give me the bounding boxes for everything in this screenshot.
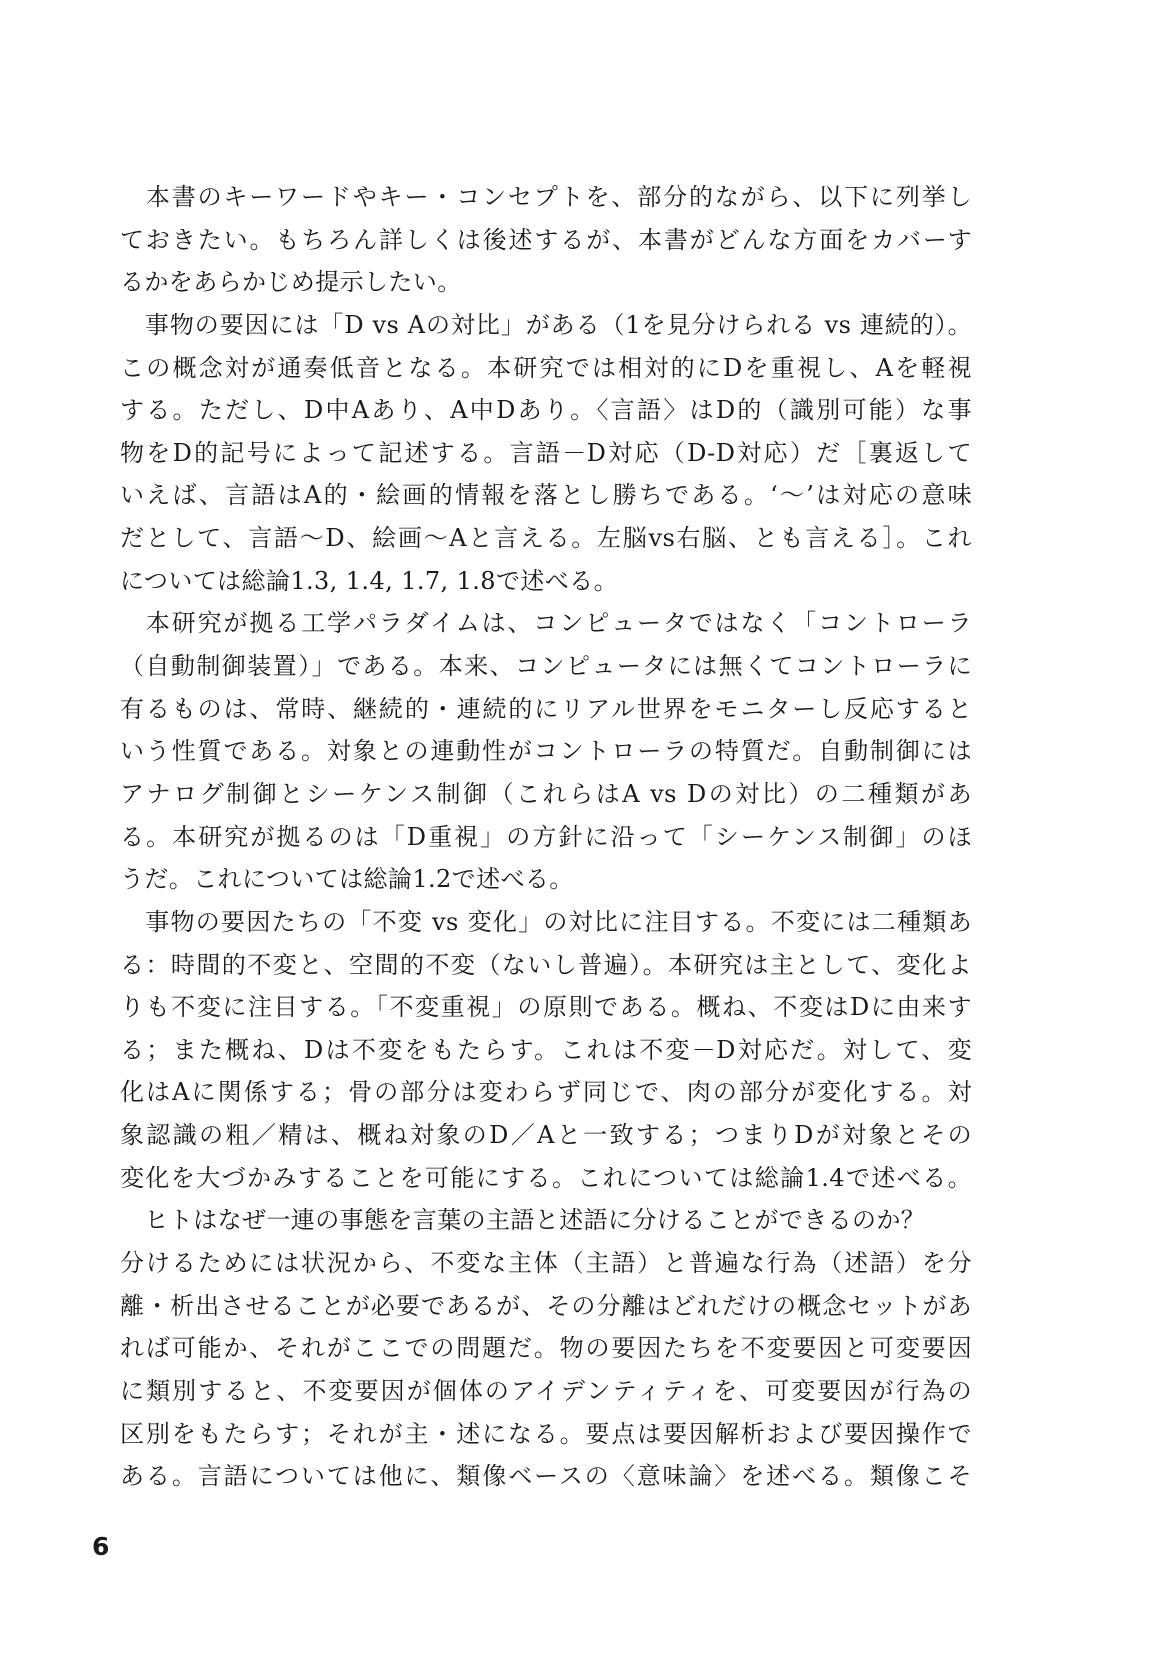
text-line: ておきたい。もちろん詳しくは後述するが、本書がどんな方面をカバーす — [120, 225, 972, 254]
paragraph-2 — [120, 304, 972, 602]
text-line: れば可能か、それがここでの問題だ。物の要因たちを不変要因と可変要因 — [120, 1334, 972, 1363]
paragraph-5 — [120, 1199, 972, 1497]
text-line: る：時間的不変と、空間的不変（ないし普遍）。本研究は主として、変化よ — [120, 950, 972, 979]
text-line: 有るものは、常時、継続的・連続的にリアル世界をモニターし反応すると — [120, 694, 972, 723]
text-line: 本書のキーワードやキー・コンセプトを、部分的ながら、以下に列挙し — [120, 183, 972, 211]
text-line: については総論1.3, 1.4, 1.7, 1.8で述べる。 — [120, 566, 618, 595]
text-line: だとして、言語～D、絵画～Aと言える。左脳vs右脳、とも言える］。これ — [120, 524, 972, 553]
text-line: 区別をもたらす；それが主・述になる。要点は要因解析および要因操作で — [120, 1419, 972, 1448]
page-body — [120, 176, 972, 1498]
text-line: する。ただし、D中Aあり、A中Dあり。〈言語〉はD的（識別可能）な事 — [120, 396, 972, 425]
text-line: 象認識の粗／精は、概ね対象のD／Aと一致する；つまりDが対象とその — [120, 1121, 972, 1150]
text-line: 事物の要因には「D vs Aの対比」がある（1を見分けられる vs 連続的）。 — [120, 310, 972, 339]
text-line: 分けるためには状況から、不変な主体（主語）と普遍な行為（述語）を分 — [120, 1249, 972, 1278]
text-line: （自動制御装置）」である。本来、コンピュータには無くてコントローラに — [120, 652, 972, 681]
text-line: に類別すると、不変要因が個体のアイデンティティを、可変要因が行為の — [120, 1376, 972, 1405]
page-number: 6 — [92, 1532, 110, 1561]
text-line: いえば、言語はA的・絵画的情報を落とし勝ちである。‘～’は対応の意味 — [120, 481, 972, 510]
text-line: 離・析出させることが必要であるが、その分離はどれだけの概念セットがあ — [120, 1291, 972, 1320]
text-line: アナログ制御とシーケンス制御（これらはA vs Dの対比）の二種類があ — [120, 779, 972, 808]
text-line: 物をD的記号によって記述する。言語－D対応（D-D対応）だ［裏返して — [120, 438, 972, 467]
text-line: うだ。これについては総論1.2で述べる。 — [120, 865, 574, 894]
text-line: る；また概ね、Dは不変をもたらす。これは不変－D対応だ。対して、変 — [120, 1035, 972, 1064]
paragraph-4 — [120, 901, 972, 1199]
text-line: この概念対が通奏低音となる。本研究では相対的にDを重視し、Aを軽視 — [120, 353, 972, 382]
text-line: ある。言語については他に、類像ベースの〈意味論〉を述べる。類像こそ — [120, 1462, 972, 1491]
paragraph-3 — [120, 602, 972, 900]
text-line: 事物の要因たちの「不変 vs 変化」の対比に注目する。不変には二種類あ — [120, 907, 972, 936]
text-line: 変化を大づかみすることを可能にする。これについては総論1.4で述べる。 — [120, 1163, 972, 1192]
text-line: る。本研究が拠るのは「D重視」の方針に沿って「シーケンス制御」のほ — [120, 822, 972, 851]
text-line: 本研究が拠る工学パラダイムは、コンピュータではなく「コントローラ — [120, 609, 972, 638]
text-line: ヒトはなぜ一連の事態を言葉の主語と述語に分けることができるのか？ — [120, 1206, 926, 1235]
text-line: いう性質である。対象との連動性がコントローラの特質だ。自動制御には — [120, 737, 972, 766]
text-line: るかをあらかじめ提示したい。 — [120, 268, 462, 297]
text-line: 化はAに関係する；骨の部分は変わらず同じで、肉の部分が変化する。対 — [120, 1078, 972, 1107]
text-line: りも不変に注目する。「不変重視」の原則である。概ね、不変はDに由来す — [120, 993, 972, 1022]
paragraph-1 — [120, 176, 972, 304]
